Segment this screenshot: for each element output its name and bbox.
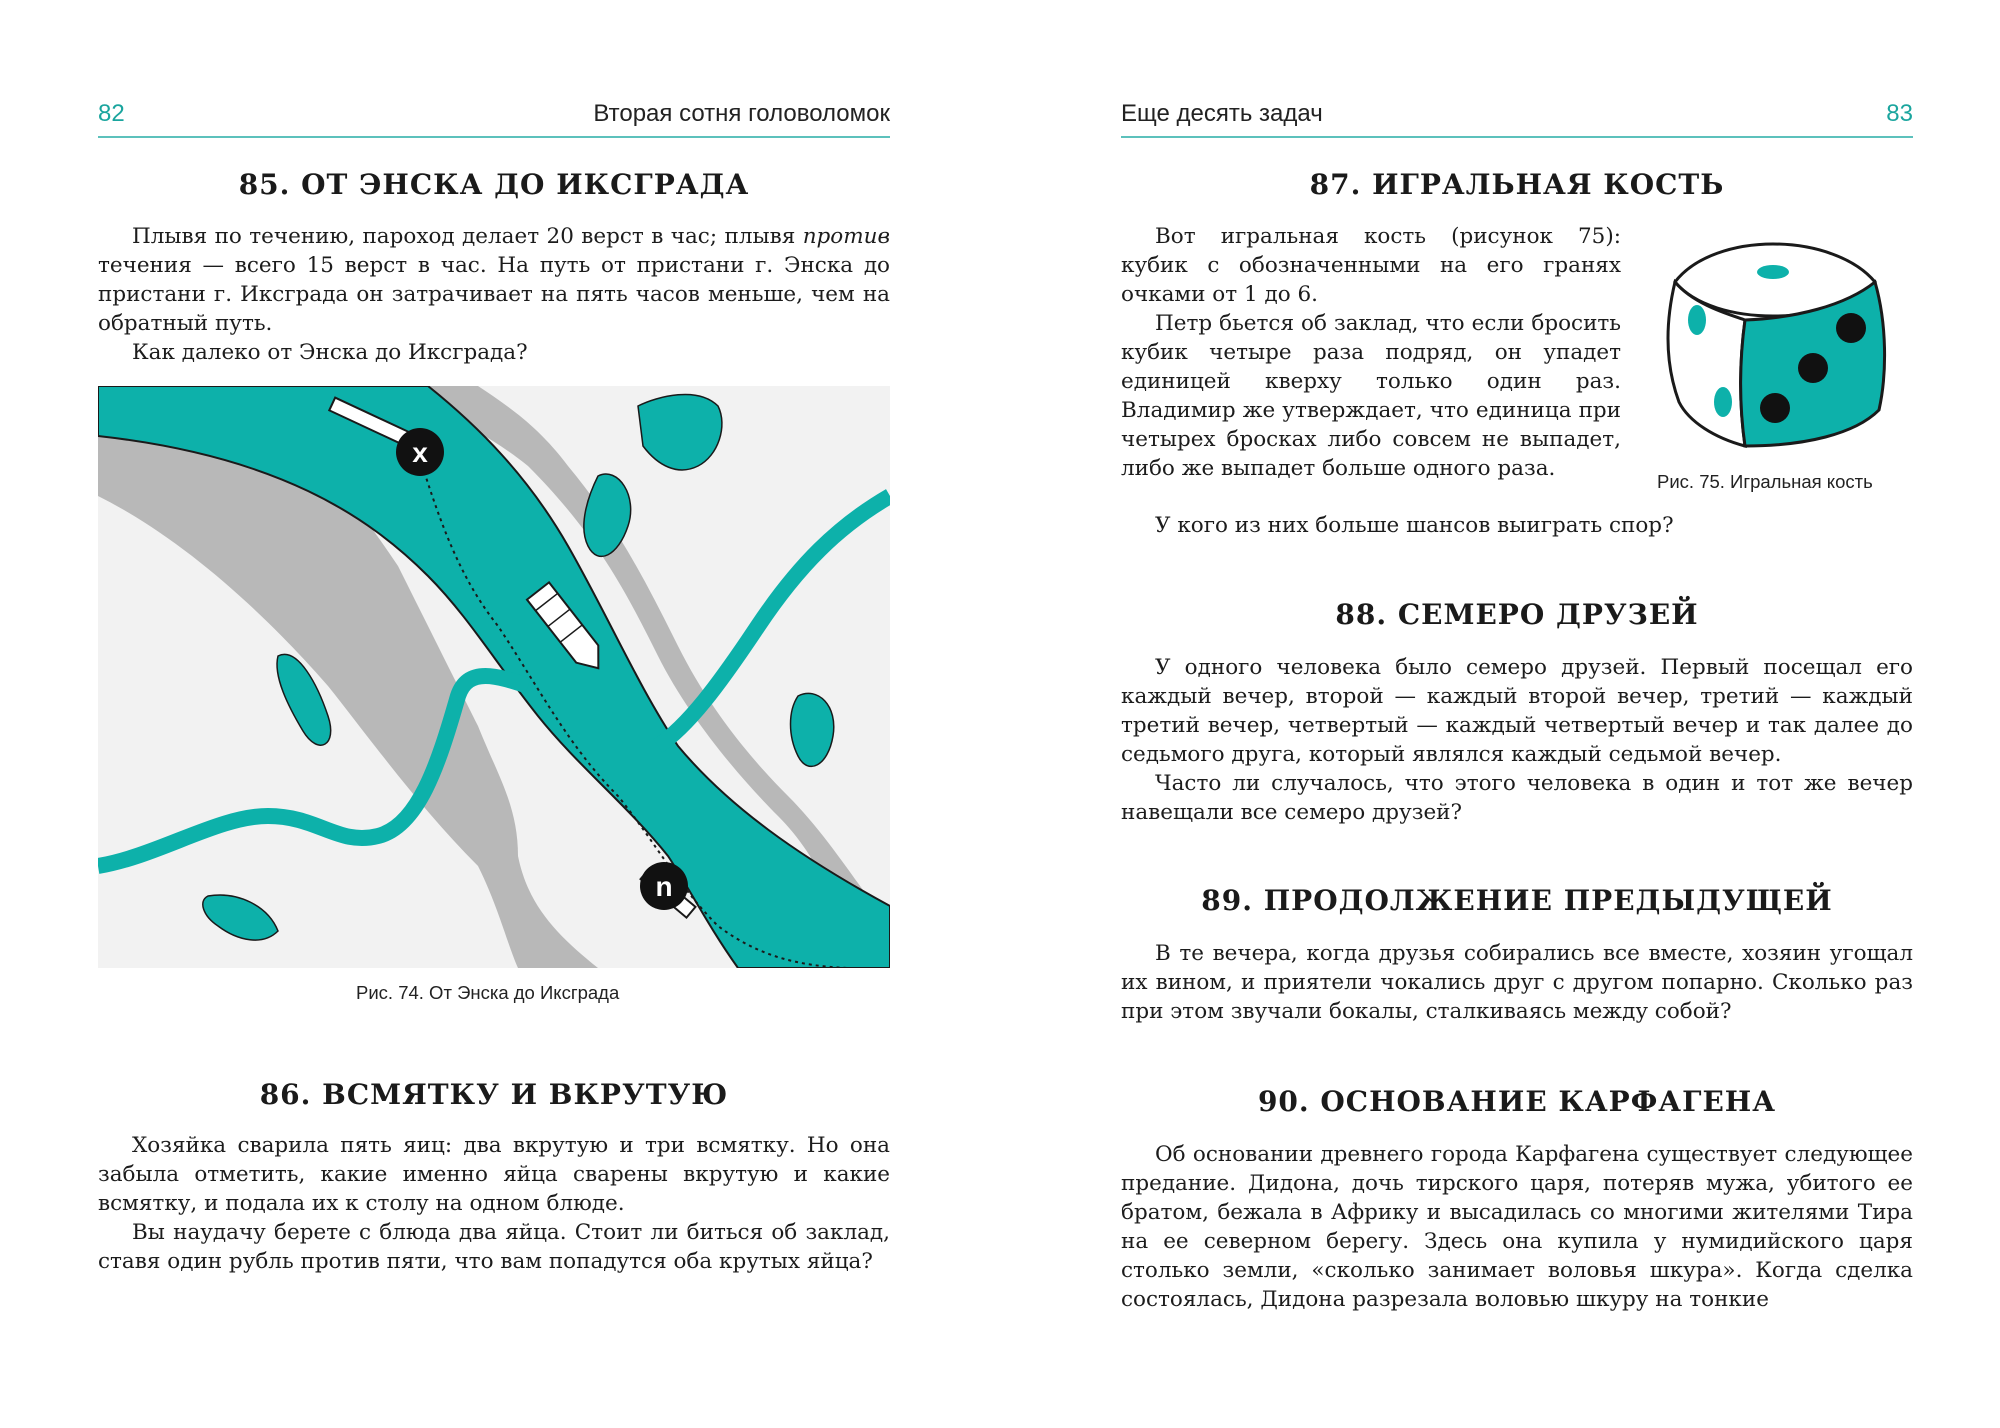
running-head-left: Вторая сотня головоломок (593, 100, 890, 127)
problem-89-text (1121, 939, 1913, 1026)
problem-87-paragraph-3: У кого из них больше шансов выиграть спор? (1155, 513, 1674, 538)
problem-87-paragraph-2: Петр бьется об заклад, что если бросить кубик четыре раза подряд, он упадет единицей кверху только один раз. Владимир же утверждает, что единица при четырех бросках либо совсем не выпадет, либо же выпадет больше одного раза. (1121, 311, 1621, 481)
problem-88-text (1121, 653, 1913, 827)
die-pip-right-1 (1836, 313, 1866, 343)
problem-87-text (1121, 222, 1621, 483)
problem-85-italic-word: против (802, 224, 890, 249)
problem-89-heading: 89. ПРОДОЛЖЕНИЕ ПРЕДЫДУЩЕЙ (1201, 884, 1833, 917)
problem-89-paragraph-1: В те вечера, когда друзья собирались все вместе, хозяин угощал их вином, и приятели чокались друг с другом попарно. Сколько раз при этом звучали бокалы, сталкиваясь между собой? (1121, 941, 1913, 1024)
marker-x-label: x (412, 437, 428, 468)
problem-88-heading: 88. СЕМЕРО ДРУЗЕЙ (1335, 598, 1699, 631)
die-figure (1655, 234, 1895, 456)
problem-88-paragraph-2: Часто ли случалось, что этого человека в один и тот же вечер навещали все семеро друзей? (1121, 771, 1913, 825)
figure-74-caption: Рис. 74. От Энска до Иксграда (356, 982, 620, 1003)
running-head-right: Еще десять задач (1121, 100, 1323, 127)
problem-85-text (98, 222, 890, 367)
problem-87-heading: 87. ИГРАЛЬНАЯ КОСТЬ (1309, 168, 1725, 201)
problem-86-paragraph-2: Вы наудачу берете с блюда два яйца. Стоит ли биться об заклад, ставя один рубль против пяти, что вам попадутся оба крутых яйца? (98, 1220, 890, 1274)
problem-86-heading: 86. ВСМЯТКУ И ВКРУТУЮ (259, 1078, 729, 1111)
running-header-left (98, 98, 890, 138)
die-pip-left-1 (1688, 305, 1706, 335)
right-page (1121, 0, 1913, 1428)
problem-88-paragraph-1: У одного человека было семеро друзей. Первый посещал его каждый вечер, второй — каждый второй вечер, третий — каждый третий вечер, четвертый — каждый четвертый вечер и так далее до седьмого друга, который являлся каждый седьмой вечер. (1121, 655, 1913, 767)
die-pip-right-2 (1798, 353, 1828, 383)
marker-n-label: n (655, 871, 673, 902)
marker-x-icon (396, 428, 444, 476)
marker-n-icon (640, 862, 688, 910)
river-map-figure (98, 386, 890, 968)
problem-87-question (1121, 511, 1913, 540)
problem-90-text (1121, 1140, 1913, 1314)
die-pip-left-2 (1714, 387, 1732, 417)
problem-85-paragraph-1 (98, 222, 890, 338)
problem-90-paragraph-1: Об основании древнего города Карфагена существует следующее предание. Дидона, дочь тирского царя, потеряв мужа, убитого ее братом, бежала в Африку и высадилась со многими жителями Тира на ее северном берегу. Здесь она купила у нумидийского царя столько земли, «сколько занимает воловья шкура». Когда сделка состоялась, Дидона разрезала воловью шкуру на тонкие (1121, 1142, 1913, 1312)
problem-86-text (98, 1131, 890, 1276)
page-number-left: 82 (98, 100, 125, 127)
problem-85-heading: 85. ОТ ЭНСКА ДО ИКСГРАДА (238, 168, 750, 201)
figure-75-caption: Рис. 75. Игральная кость (1657, 471, 1873, 492)
die-pip-top (1757, 265, 1789, 279)
left-page (98, 0, 890, 1428)
problem-85-text-part-2: течения — всего 15 верст в час. На путь от пристани г. Энска до пристани г. Иксграда он затрачивает на пять часов меньше, чем на обратный путь. (98, 253, 890, 336)
problem-90-heading: 90. ОСНОВАНИЕ КАРФАГЕНА (1257, 1085, 1777, 1118)
problem-85-text-part-1: Плывя по течению, пароход делает 20 верст в час; плывя (132, 224, 803, 249)
problem-86-paragraph-1: Хозяйка сварила пять яиц: два вкрутую и три всмятку. Но она забыла отметить, какие именно яйца сварены вкрутую и какие всмятку, и подала их к столу на одном блюде. (98, 1133, 890, 1216)
die-pip-right-3 (1760, 393, 1790, 423)
page-number-right: 83 (1886, 100, 1913, 127)
problem-85-paragraph-2: Как далеко от Энска до Иксграда? (132, 340, 528, 365)
running-header-right (1121, 98, 1913, 138)
problem-87-paragraph-1: Вот игральная кость (рисунок 75): кубик с обозначенными на его гранях очками от 1 до 6. (1121, 224, 1621, 307)
lake-right (791, 693, 834, 766)
